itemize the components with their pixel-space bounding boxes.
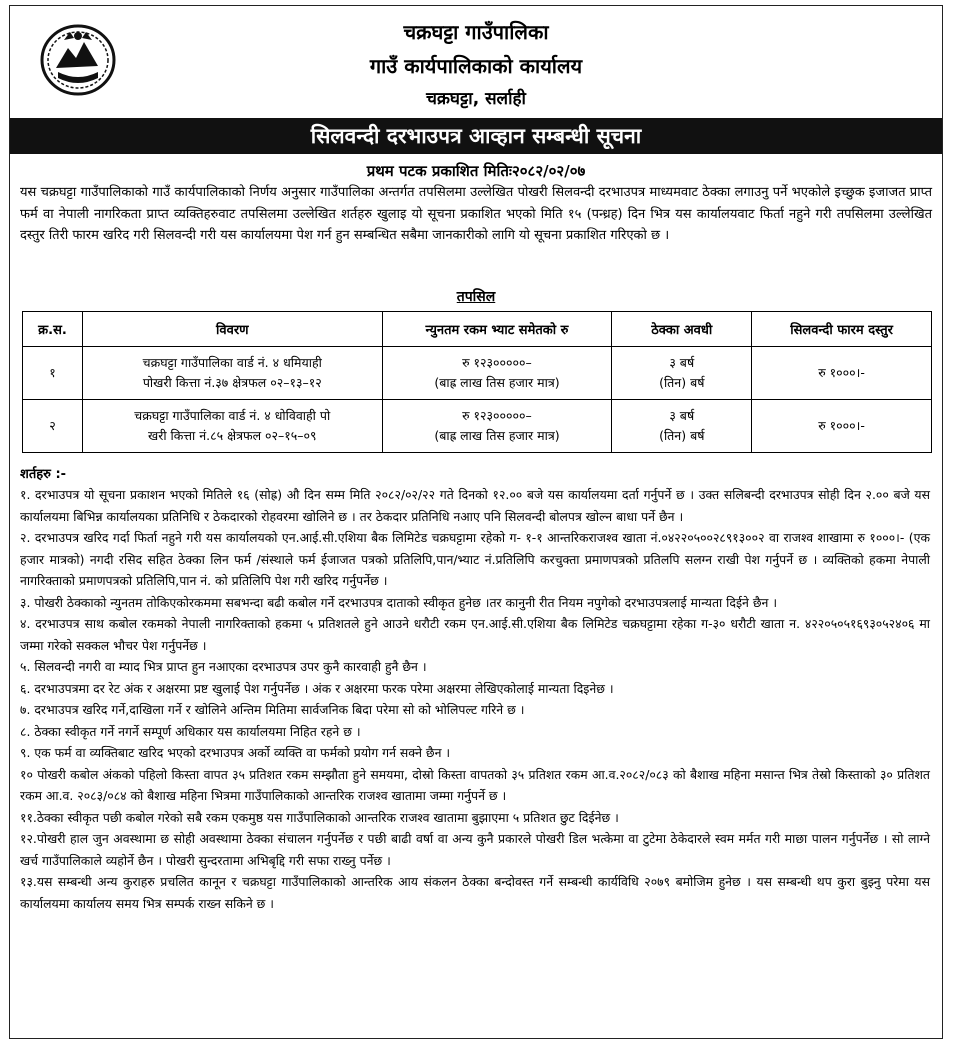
amount-figure: रु १२३०००००– <box>462 408 532 423</box>
notice-frame <box>9 5 943 1039</box>
condition-item: ११.ठेक्का स्वीकृत पछी कबोल गरेको सबै रकम एकमुष्ठ यस गाउँपालिकाको आन्तरिक राजश्व खातामा बुझाएमा ५ प्रतिशत छुट दिईनेछ । <box>20 809 619 825</box>
description-line: चक्रघट्टा गाउँपालिका वार्ड नं. ४ धोविवाही पो <box>134 408 331 423</box>
description-line: खरी कित्ता नं.८५ क्षेत्रफल ०२–१५–०९ <box>147 428 317 443</box>
cell-form-fee: रु १०००।- <box>752 347 932 400</box>
condition-item: १३.यस सम्बन्धी अन्य कुराहरु प्रचलित कानून र चक्रघट्टा गाउँपालिकाको आन्तरिक आय संकलन ठेक्का बन्दोवस्त गर्ने सम्बन्धी कार्यविधि २०७९ बमोजिम हुनेछ । यस सम्बन्धी थप कुरा बुझ्नु परेमा यस कार्यालयमा कार्यालय समय भित्र सम्पर्क राख्न सकिने छ । <box>20 874 930 911</box>
period-figure: ३ बर्ष <box>669 355 695 370</box>
cell-description <box>82 400 382 453</box>
cell-form-fee: रु १०००।- <box>752 400 932 453</box>
table-row <box>23 347 932 400</box>
notice-header <box>10 6 942 116</box>
period-words: (तिन) बर्ष <box>659 428 705 443</box>
col-header-sn: क्र.स. <box>23 312 83 347</box>
col-header-form-fee: सिलवन्दी फारम दस्तुर <box>752 312 932 347</box>
cell-min-amount <box>382 347 612 400</box>
office-location: चक्रघट्टा, सर्लाही <box>426 89 526 109</box>
col-header-description: विवरण <box>82 312 382 347</box>
notice-title-banner: सिलवन्दी दरभाउपत्र आव्हान सम्बन्धी सूचना <box>10 118 942 154</box>
cell-sn: १ <box>23 347 83 400</box>
col-header-period: ठेक्का अवधी <box>612 312 752 347</box>
col-header-min-amount: न्युनतम रकम भ्याट समेतको रु <box>382 312 612 347</box>
condition-item: ३. पोखरी ठेक्काको न्युनतम तोकिएकोरकममा सबभन्दा बढी कबोल गर्ने दरभाउपत्र दाताको स्वीकृत हुनेछ ।तर कानुनी रीत नियम नपुगेको दरभाउपत्रलाई मान्यता दिईने छैन । <box>20 594 778 610</box>
conditions-list <box>20 484 930 914</box>
amount-words: (बाह्र लाख तिस हजार मात्र) <box>434 375 560 390</box>
condition-item: १. दरभाउपत्र यो सूचना प्रकाशन भएको मितिले १६ (सोह्र) औ दिन सम्म मिति २०८२/०२/२२ गते दिनको १२.०० बजे यस कार्यालयमा दर्ता गर्नुपर्ने छ । उक्त सलिबन्दी दरभाउपत्र सोही दिन २.०० बजे यस कार्यालयमा बिभिन्न कार्यालयका प्रतिनिधि र ठेकदारको रोहवरमा खोलिने छ । तर ठेकदार प्रतिनिधि नआए पनि सिलवन्दी बोलपत्र खोल्न बाधा पर्ने छैन । <box>20 487 930 524</box>
cell-period <box>612 347 752 400</box>
description-line: चक्रघट्टा गाउँपालिका वार्ड नं. ४ धमियाही <box>142 355 322 370</box>
period-figure: ३ बर्ष <box>669 408 695 423</box>
condition-item: ८. ठेक्का स्वीकृत गर्ने नगर्ने सम्पूर्ण अधिकार यस कार्यालयमा निहित रहने छ । <box>20 723 361 739</box>
cell-description <box>82 347 382 400</box>
cell-sn: २ <box>23 400 83 453</box>
published-date: प्रथम पटक प्रकाशित मितिः२०८२/०२/०७ <box>366 162 586 180</box>
cell-period <box>612 400 752 453</box>
amount-words: (बाह्र लाख तिस हजार मात्र) <box>434 428 560 443</box>
condition-item: १२.पोखरी हाल जुन अवस्थामा छ सोही अवस्थामा ठेक्का संचालन गर्नुपर्नेछ र पछी बाढी वर्षा वा अन्य कुनै प्रकारले पोखरी डिल भत्केमा वा टुटेमा ठेकेदारले स्वम मर्मत गरी माछा पालन गर्नुपर्नेछ । सो लाग्ने खर्च गाउँपालिकाले व्यहोर्ने छैन । पोखरी सुन्दरतामा अभिबृद्दि गरी सफा राख्नु पर्नेछ । <box>20 831 930 868</box>
condition-item: ७. दरभाउपत्र खरिद गर्ने,दाखिला गर्ने र खोलिने अन्तिम मितिमा सार्वजनिक बिदा परेमा सो को भोलिपल्ट गरिने छ । <box>20 702 525 717</box>
table-header-row <box>23 312 932 347</box>
condition-item: २. दरभाउपत्र खरिद गर्दा फिर्ता नहुने गरी यस कार्यालयको एन.आई.सी.एशिया बैक लिमिटेड चक्रघट्टामा रहेको ग- १-१ आन्तरिकराजश्व खाता नं.०४२२०५००२८९१३००२ वा राजश्व शाखामा रु १०००।- (एक हजार मात्रको) नगदी रसिद सहित ठेक्का लिन फर्म /संस्थाले फर्म ईजाजत पत्रको प्रतिलिपि,पान/भ्याट नं.प्रतिलिपि करचुक्ता प्रमाणपत्रको प्रतिलपि सलग्न राखी पेश गर्नुपर्ने छ । व्यक्तिको हकमा नेपाली नागरिक्ताको प्रमाणपत्रको प्रतिलिपि,पान नं. को प्रतिलिपि पेश गरी खरिद गर्नुपर्नेछ । <box>20 530 930 588</box>
description-line: पोखरी कित्ता नं.३७ क्षेत्रफल ०२–१३–१२ <box>142 375 322 390</box>
intro-paragraph: यस चक्रघट्टा गाउँपालिकाको गाउँ कार्यपालिकाको निर्णय अनुसार गाउँपालिका अन्तर्गत तपसिलमा उल्लेखित पोखरी सिलवन्दी दरभाउपत्र माध्यमवाट ठेक्का लगाउनु पर्ने भएकोले इच्छुक इजाजत प्राप्त फर्म वा नेपाली नागरिकता प्राप्त व्यक्तिहरुवाट तपसिलमा उल्लेखित शर्तहरु खुलाइ यो सूचना प्रकाशित भएको मिति १५ (पन्ध्रह) दिन भित्र यस कार्यालयवाट फिर्ता नहुने गरी तपसिलमा उल्लेखित दस्तुर तिरी फारम खरिद गरी सिलवन्दी गरी यस कार्यालयमा पेश गर्न हुन सम्बन्धित सबैमा जानकारीको लागि यो सूचना प्रकाशित गरिएको छ । <box>20 185 932 243</box>
condition-item: ६. दरभाउपत्रमा दर रेट अंक र अक्षरमा प्रष्ट खुलाई पेश गर्नुपर्नेछ । अंक र अक्षरमा फरक परेमा अक्षरमा लेखिएकोलाई मान्यता दिइनेछ । <box>20 680 614 696</box>
condition-item: ४. दरभाउपत्र साथ कबोल रकमको नेपाली नागरिक्ताको हकमा ५ प्रतिशतले हुने आउने धरौटी रकम एन.आई.सी.एशिया बैक लिमिटेड चक्रघट्टामा रहेका ग-३० धरौटी खाता न. ४२२०५०५१६९३०५२४०६ मा जम्मा गरेको सक्कल भौचर पेश गर्नुपर्नेछ । <box>20 616 930 653</box>
table-row <box>23 400 932 453</box>
condition-item: १० पोखरी कबोल अंकको पहिलो किस्ता वापत ३५ प्रतिशत रकम सम्झौता हुने समयमा, दोस्रो किस्ता वापतको ३५ प्रतिशत रकम आ.व.२०८२/०८३ को बैशाख महिना मसान्त भित्र तेस्रो किस्ताको ३० प्रतिशत रकम आ.व. २०८३/०८४ को बैशाख महिना भित्रमा गाउँपालिकाको आन्तरिक राजश्व खातामा जम्मा गर्नुपर्ने छ । <box>20 766 930 803</box>
condition-item: ५. सिलवन्दी नगरी वा म्याद भित्र प्राप्त हुन नआएका दरभाउपत्र उपर कुनै कारवाही हुनै छैन । <box>20 659 427 674</box>
pond-tender-table <box>22 311 932 453</box>
period-words: (तिन) बर्ष <box>659 375 705 390</box>
conditions-title: शर्तहरु :- <box>20 467 67 482</box>
tapsil-heading: तपसिल <box>456 289 496 305</box>
office-name: गाउँ कार्यपालिकाको कार्यालय <box>369 54 583 78</box>
amount-figure: रु १२३०००००– <box>462 355 532 370</box>
org-name: चक्रघट्टा गाउँपालिका <box>403 20 549 44</box>
condition-item: ९. एक फर्म वा व्यक्तिबाट खरिद भएको दरभाउपत्र अर्को व्यक्ति वा फर्मको प्रयोग गर्न सक्ने छैन । <box>20 745 451 760</box>
cell-min-amount <box>382 400 612 453</box>
